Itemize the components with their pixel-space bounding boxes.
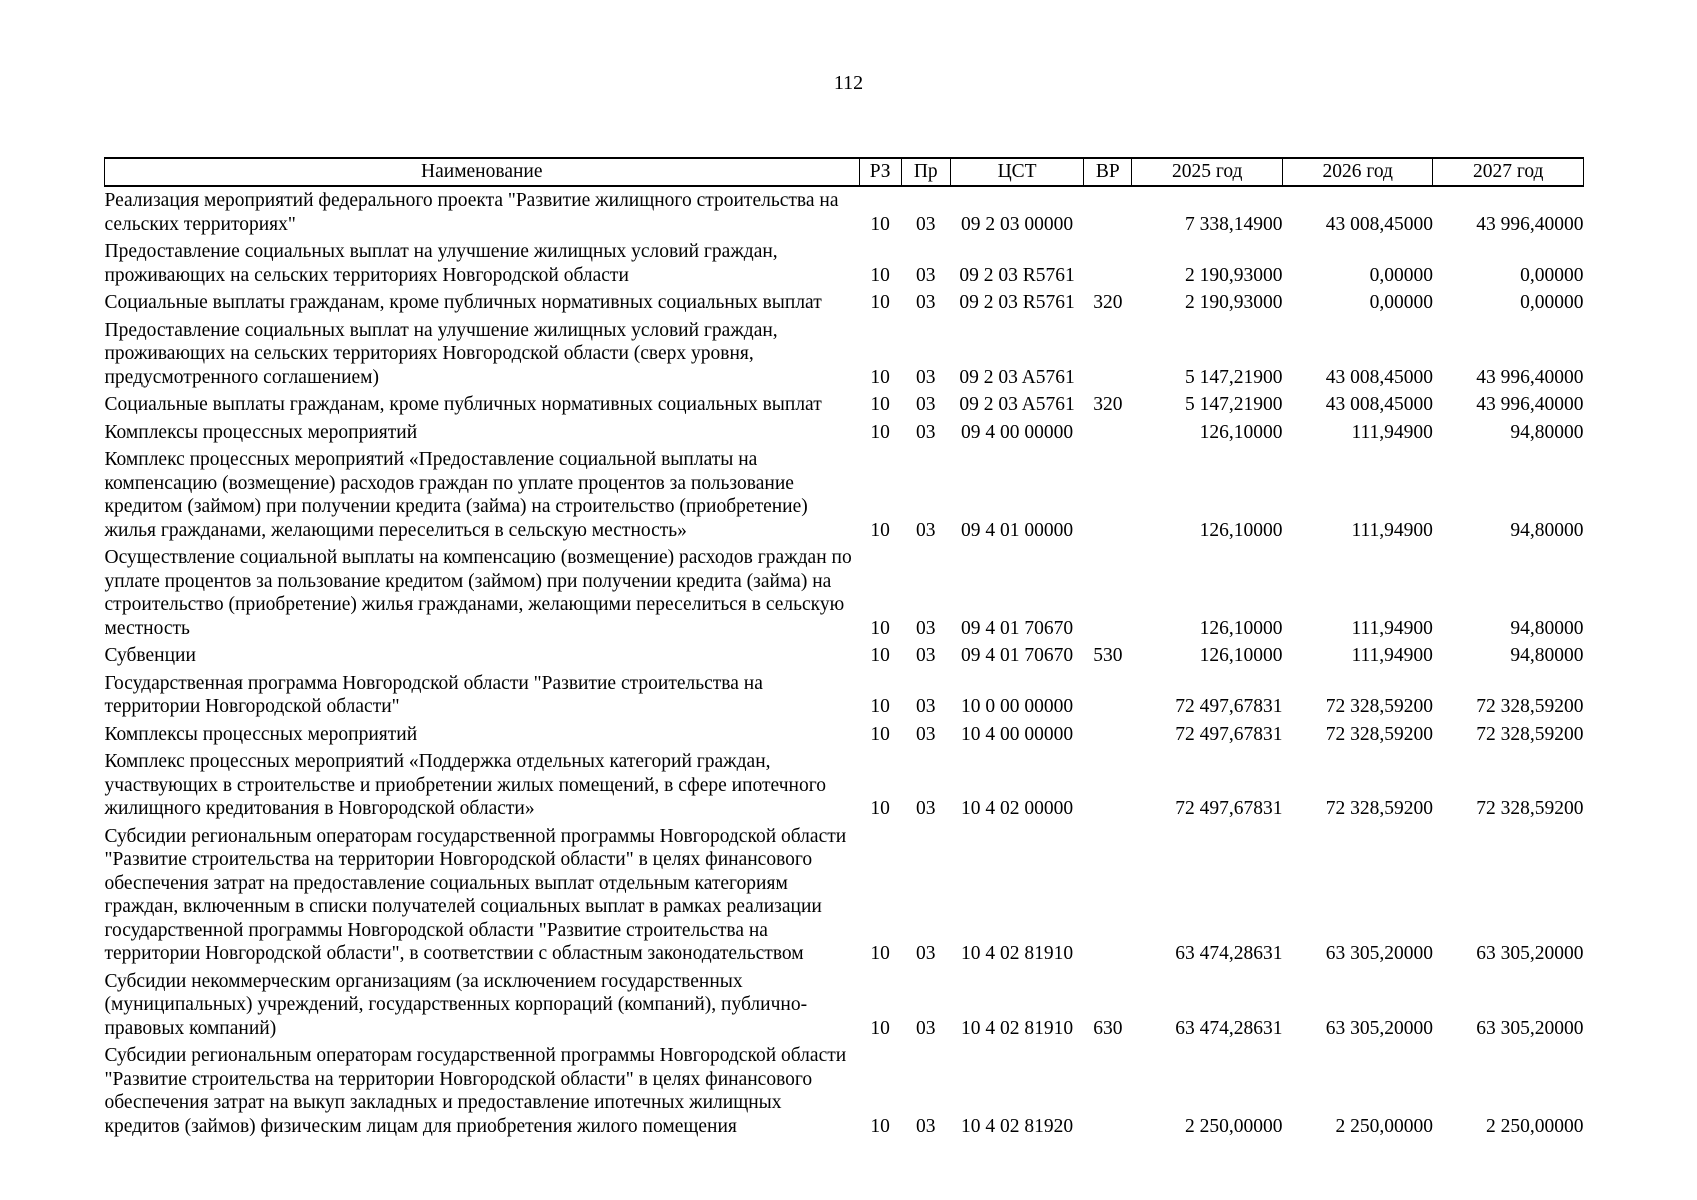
cell-2026: 43 008,45000 [1325, 394, 1433, 415]
cell-2025: 126,10000 [1199, 617, 1283, 639]
header-2027: 2027 год [1433, 158, 1584, 186]
cell-2026: 72 328,59200 [1325, 723, 1433, 745]
cell-vr [1084, 544, 1132, 642]
cell-rz: 10 [870, 798, 890, 819]
cell-cst: 10 4 00 00000 [961, 723, 1074, 745]
cell-2027: 43 996,40000 [1476, 366, 1584, 388]
cell-cst: 10 4 02 81910 [961, 1017, 1074, 1039]
cell-pr: 03 [916, 519, 936, 541]
cell-2025: 126,10000 [1199, 645, 1283, 666]
cell-2026: 72 328,59200 [1325, 696, 1433, 717]
header-2026: 2026 год [1282, 158, 1433, 186]
budget-table [104, 157, 1584, 1140]
cell-2026: 0,00000 [1369, 264, 1433, 286]
cell-vr [1084, 670, 1132, 721]
cell-vr [1084, 823, 1132, 968]
cell-rz: 10 [870, 519, 890, 541]
cell-rz: 10 [870, 645, 890, 666]
cell-rz: 10 [870, 943, 890, 964]
cell-pr: 03 [916, 617, 936, 639]
cell-vr: 320 [1093, 292, 1123, 313]
table-row [105, 544, 1584, 642]
table-body [105, 186, 1584, 1140]
cell-2027: 72 328,59200 [1476, 696, 1584, 717]
cell-name: Субсидии региональным операторам государственной программы Новгородской области "Развитие строительства на территории Новгородской области" в целях финансового обеспечения затрат на предоставление социальных выплат отдельным категориям граждан, включенным в списки получателей социальных выплат в рамках реализации государственной программы Новгородской области "Развитие строительства на территории Новгородской области", в соответствии с областным законодательством [104, 825, 847, 964]
cell-rz: 10 [870, 421, 890, 443]
cell-2025: 2 250,00000 [1184, 1115, 1283, 1137]
table-row [105, 391, 1584, 419]
cell-vr [1084, 317, 1132, 392]
cell-name: Субсидии некоммерческим организациям (за исключением государственных (муниципальных) учреждений, государственных корпораций (компаний), публично-правовых компаний) [104, 970, 808, 1039]
cell-rz: 10 [870, 617, 890, 639]
cell-cst: 09 4 01 70670 [961, 617, 1074, 639]
cell-2026: 2 250,00000 [1335, 1115, 1433, 1137]
cell-2025: 63 474,28631 [1175, 943, 1283, 964]
cell-vr [1084, 1042, 1132, 1140]
cell-name: Социальные выплаты гражданам, кроме публичных нормативных социальных выплат [104, 394, 822, 415]
cell-vr [1084, 419, 1132, 447]
cell-name: Субсидии региональным операторам государственной программы Новгородской области "Развитие строительства на территории Новгородской области" в целях финансового обеспечения затрат на выкуп закладных и предоставление ипотечных жилищных кредитов (займов) физическим лицам для приобретения жилого помещения [104, 1045, 847, 1137]
table-row [105, 968, 1584, 1043]
cell-2027: 0,00000 [1520, 264, 1584, 286]
cell-rz: 10 [870, 264, 890, 286]
cell-pr: 03 [916, 366, 936, 388]
cell-name: Субвенции [104, 645, 196, 666]
cell-2026: 111,94900 [1351, 645, 1433, 666]
cell-name: Комплекс процессных мероприятий «Поддержка отдельных категорий граждан, участвующих в строительстве и приобретении жилых помещений, в сфере ипотечного жилищного кредитования в Новгородской области» [104, 751, 826, 819]
cell-cst: 10 4 02 81920 [961, 1115, 1074, 1137]
header-cst: ЦСТ [950, 158, 1083, 186]
cell-2027: 63 305,20000 [1476, 1017, 1584, 1039]
table-row [105, 419, 1584, 447]
table-header [105, 158, 1584, 186]
cell-vr [1084, 748, 1132, 823]
cell-cst: 09 4 00 00000 [961, 421, 1074, 443]
cell-rz: 10 [870, 696, 890, 717]
cell-2026: 111,94900 [1351, 617, 1433, 639]
cell-2025: 72 497,67831 [1175, 798, 1283, 819]
cell-cst: 09 2 03 A5761 [959, 394, 1075, 415]
cell-name: Комплексы процессных мероприятий [104, 421, 418, 443]
cell-pr: 03 [916, 292, 936, 313]
table-row [105, 289, 1584, 317]
cell-cst: 09 2 03 R5761 [959, 292, 1075, 313]
cell-2025: 2 190,93000 [1184, 292, 1283, 313]
cell-rz: 10 [870, 292, 890, 313]
cell-vr [1084, 238, 1132, 289]
cell-pr: 03 [916, 213, 936, 235]
cell-pr: 03 [916, 394, 936, 415]
cell-rz: 10 [870, 1115, 890, 1137]
cell-2025: 5 147,21900 [1184, 366, 1283, 388]
header-rz: РЗ [859, 158, 901, 186]
table-row [105, 748, 1584, 823]
table-row [105, 642, 1584, 670]
cell-2025: 126,10000 [1199, 421, 1283, 443]
cell-cst: 09 2 03 R5761 [959, 264, 1075, 286]
cell-pr: 03 [916, 1115, 936, 1137]
header-name: Наименование [105, 158, 860, 186]
table-row [105, 317, 1584, 392]
header-pr: Пр [901, 158, 950, 186]
cell-2027: 63 305,20000 [1476, 943, 1584, 964]
cell-vr [1084, 186, 1132, 238]
cell-2025: 72 497,67831 [1175, 696, 1283, 717]
cell-rz: 10 [870, 366, 890, 388]
cell-cst: 10 4 02 00000 [961, 798, 1074, 819]
cell-pr: 03 [916, 798, 936, 819]
cell-name: Комплексы процессных мероприятий [104, 723, 418, 745]
cell-2025: 126,10000 [1199, 519, 1283, 541]
table-row [105, 670, 1584, 721]
cell-2025: 72 497,67831 [1175, 723, 1283, 745]
header-vr: ВР [1084, 158, 1132, 186]
cell-pr: 03 [916, 943, 936, 964]
table-row [105, 238, 1584, 289]
cell-2027: 43 996,40000 [1476, 213, 1584, 235]
cell-2026: 43 008,45000 [1325, 213, 1433, 235]
cell-name: Государственная программа Новгородской области "Развитие строительства на территории Новгородской области" [104, 672, 763, 717]
cell-cst: 09 4 01 00000 [961, 519, 1074, 541]
cell-pr: 03 [916, 421, 936, 443]
cell-name: Комплекс процессных мероприятий «Предоставление социальной выплаты на компенсацию (возмещение) расходов граждан по уплате процентов за пользование кредитом (займом) при получении кредита (займа) на строительство (приобретение) жилья гражданами, желающими переселиться в сельскую местность» [104, 449, 808, 541]
cell-name: Социальные выплаты гражданам, кроме публичных нормативных социальных выплат [104, 292, 822, 313]
cell-pr: 03 [916, 1017, 936, 1039]
cell-2025: 7 338,14900 [1184, 213, 1283, 235]
cell-2027: 94,80000 [1510, 617, 1584, 639]
cell-2025: 2 190,93000 [1184, 264, 1283, 286]
cell-rz: 10 [870, 394, 890, 415]
cell-pr: 03 [916, 723, 936, 745]
cell-2027: 72 328,59200 [1476, 798, 1584, 819]
table-row [105, 446, 1584, 544]
cell-pr: 03 [916, 645, 936, 666]
cell-2026: 63 305,20000 [1325, 943, 1433, 964]
cell-2027: 43 996,40000 [1476, 394, 1584, 415]
table-row [105, 186, 1584, 238]
cell-2027: 94,80000 [1510, 645, 1584, 666]
header-row [105, 158, 1584, 186]
cell-2026: 43 008,45000 [1325, 366, 1433, 388]
cell-2026: 63 305,20000 [1325, 1017, 1433, 1039]
cell-cst: 09 2 03 00000 [961, 213, 1074, 235]
cell-rz: 10 [870, 723, 890, 745]
cell-pr: 03 [916, 264, 936, 286]
cell-vr [1084, 721, 1132, 749]
cell-2027: 0,00000 [1520, 292, 1584, 313]
cell-vr: 530 [1093, 645, 1123, 666]
cell-2027: 2 250,00000 [1486, 1115, 1584, 1137]
cell-2026: 111,94900 [1351, 421, 1433, 443]
table-row [105, 721, 1584, 749]
cell-pr: 03 [916, 696, 936, 717]
cell-vr: 320 [1093, 394, 1123, 415]
cell-vr: 630 [1093, 1017, 1123, 1039]
cell-cst: 10 4 02 81910 [961, 943, 1074, 964]
cell-2027: 72 328,59200 [1476, 723, 1584, 745]
cell-2025: 5 147,21900 [1184, 394, 1283, 415]
cell-name: Реализация мероприятий федерального проекта "Развитие жилищного строительства на сельских территориях" [104, 190, 839, 235]
cell-2026: 0,00000 [1369, 292, 1433, 313]
cell-rz: 10 [870, 1017, 890, 1039]
cell-rz: 10 [870, 213, 890, 235]
cell-cst: 10 0 00 00000 [961, 696, 1074, 717]
cell-2025: 63 474,28631 [1175, 1017, 1283, 1039]
page-number: 112 [833, 72, 864, 94]
table-row [105, 823, 1584, 968]
cell-name: Предоставление социальных выплат на улучшение жилищных условий граждан, проживающих на сельских территориях Новгородской области (сверх уровня, предусмотренного соглашением) [104, 319, 778, 388]
cell-cst: 09 2 03 A5761 [959, 366, 1075, 388]
cell-2027: 94,80000 [1510, 421, 1584, 443]
cell-name: Предоставление социальных выплат на улучшение жилищных условий граждан, проживающих на сельских территориях Новгородской области [104, 241, 778, 286]
cell-cst: 09 4 01 70670 [961, 645, 1074, 666]
header-2025: 2025 год [1132, 158, 1283, 186]
table-row [105, 1042, 1584, 1140]
cell-2027: 94,80000 [1510, 519, 1584, 541]
cell-2026: 72 328,59200 [1325, 798, 1433, 819]
cell-name: Осуществление социальной выплаты на компенсацию (возмещение) расходов граждан по уплате процентов за пользование кредитом (займом) при получении кредита (займа) на строительство (приобретение) жилья гражданами, желающими переселиться в сельскую местность [104, 547, 852, 639]
cell-2026: 111,94900 [1351, 519, 1433, 541]
cell-vr [1084, 446, 1132, 544]
